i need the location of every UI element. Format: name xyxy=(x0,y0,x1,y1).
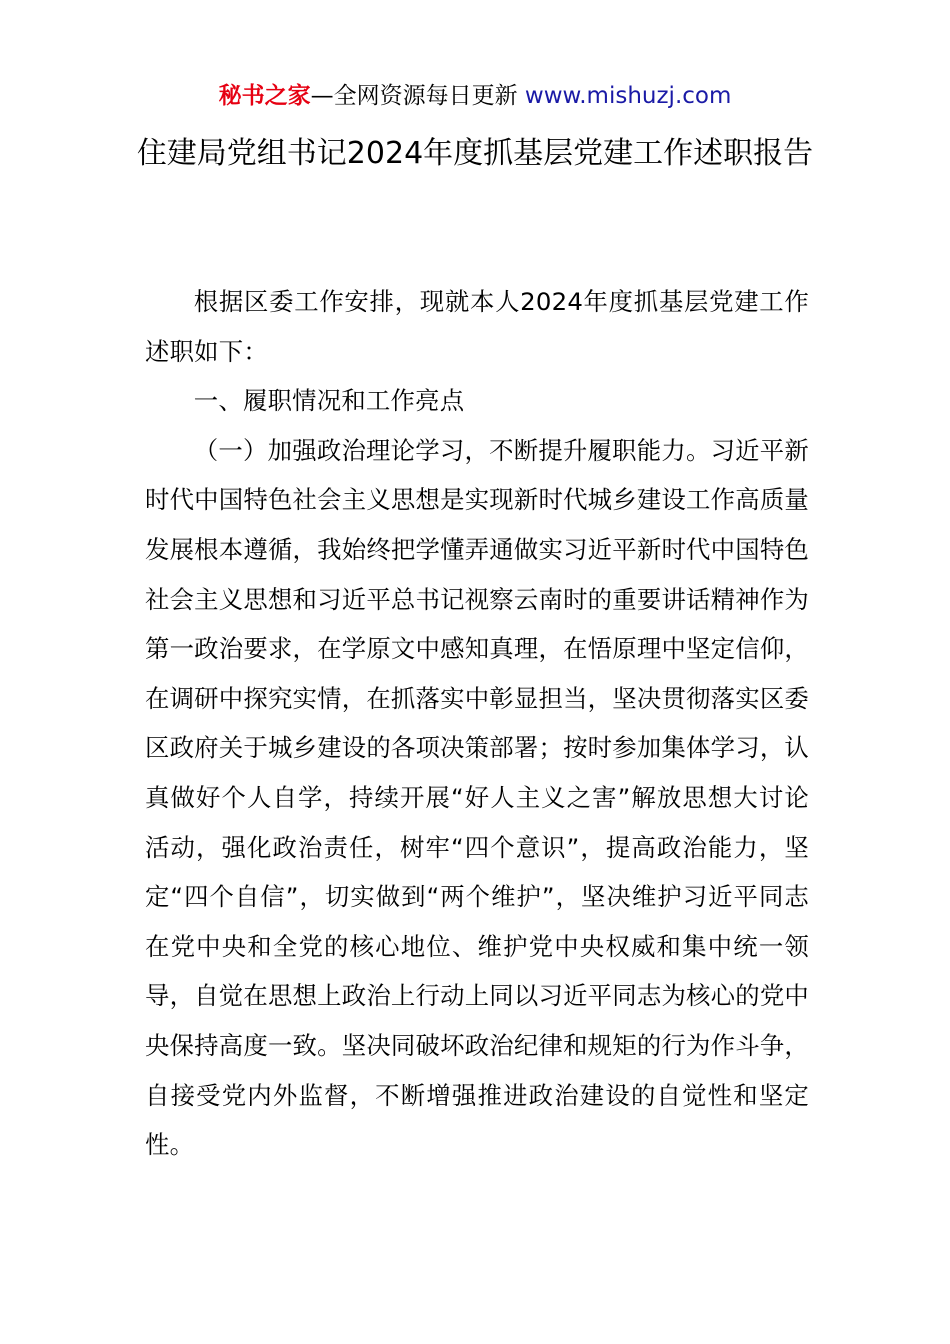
banner-site-url: www.mishuzj.com xyxy=(524,83,732,109)
banner-brand: 秘书之家 xyxy=(218,83,311,109)
document-title: 住建局党组书记2024年度抓基层党建工作述职报告 xyxy=(136,136,814,171)
intro-paragraph: 根据区委工作安排，现就本人2024年度抓基层党建工作述职如下： xyxy=(145,287,809,366)
section-heading: 一、履职情况和工作亮点 xyxy=(193,386,465,416)
document-body xyxy=(145,277,809,1170)
banner-tagline: —全网资源每日更新 xyxy=(310,83,518,109)
body-paragraph: （一）加强政治理论学习，不断提升履职能力。习近平新时代中国特色社会主义思想是实现新时代城乡建设工作高质量发展根本遵循，我始终把学懂弄通做实习近平新时代中国特色社会主义思想和习近平总书记视察云南时的重要讲话精神作为第一政治要求，在学原文中感知真理，在悟原理中坚定信仰，在调研中探究实情，在抓落实中彰显担当，坚决贯彻落实区委区政府关于城乡建设的各项决策部署；按时参加集体学习，认真做好个人自学，持续开展“好人主义之害”解放思想大讨论活动，强化政治责任，树牢“四个意识”，提高政治能力，坚定“四个自信”，切实做到“两个维护”，坚决维护习近平同志在党中央和全党的核心地位、维护党中央权威和集中统一领导，自觉在思想上政治上行动上同以习近平同志为核心的党中央保持高度一致。坚决同破坏政治纪律和规矩的行为作斗争，自接受党内外监督，不断增强推进政治建设的自觉性和坚定性。 xyxy=(145,435,809,1160)
site-banner xyxy=(0,80,950,112)
